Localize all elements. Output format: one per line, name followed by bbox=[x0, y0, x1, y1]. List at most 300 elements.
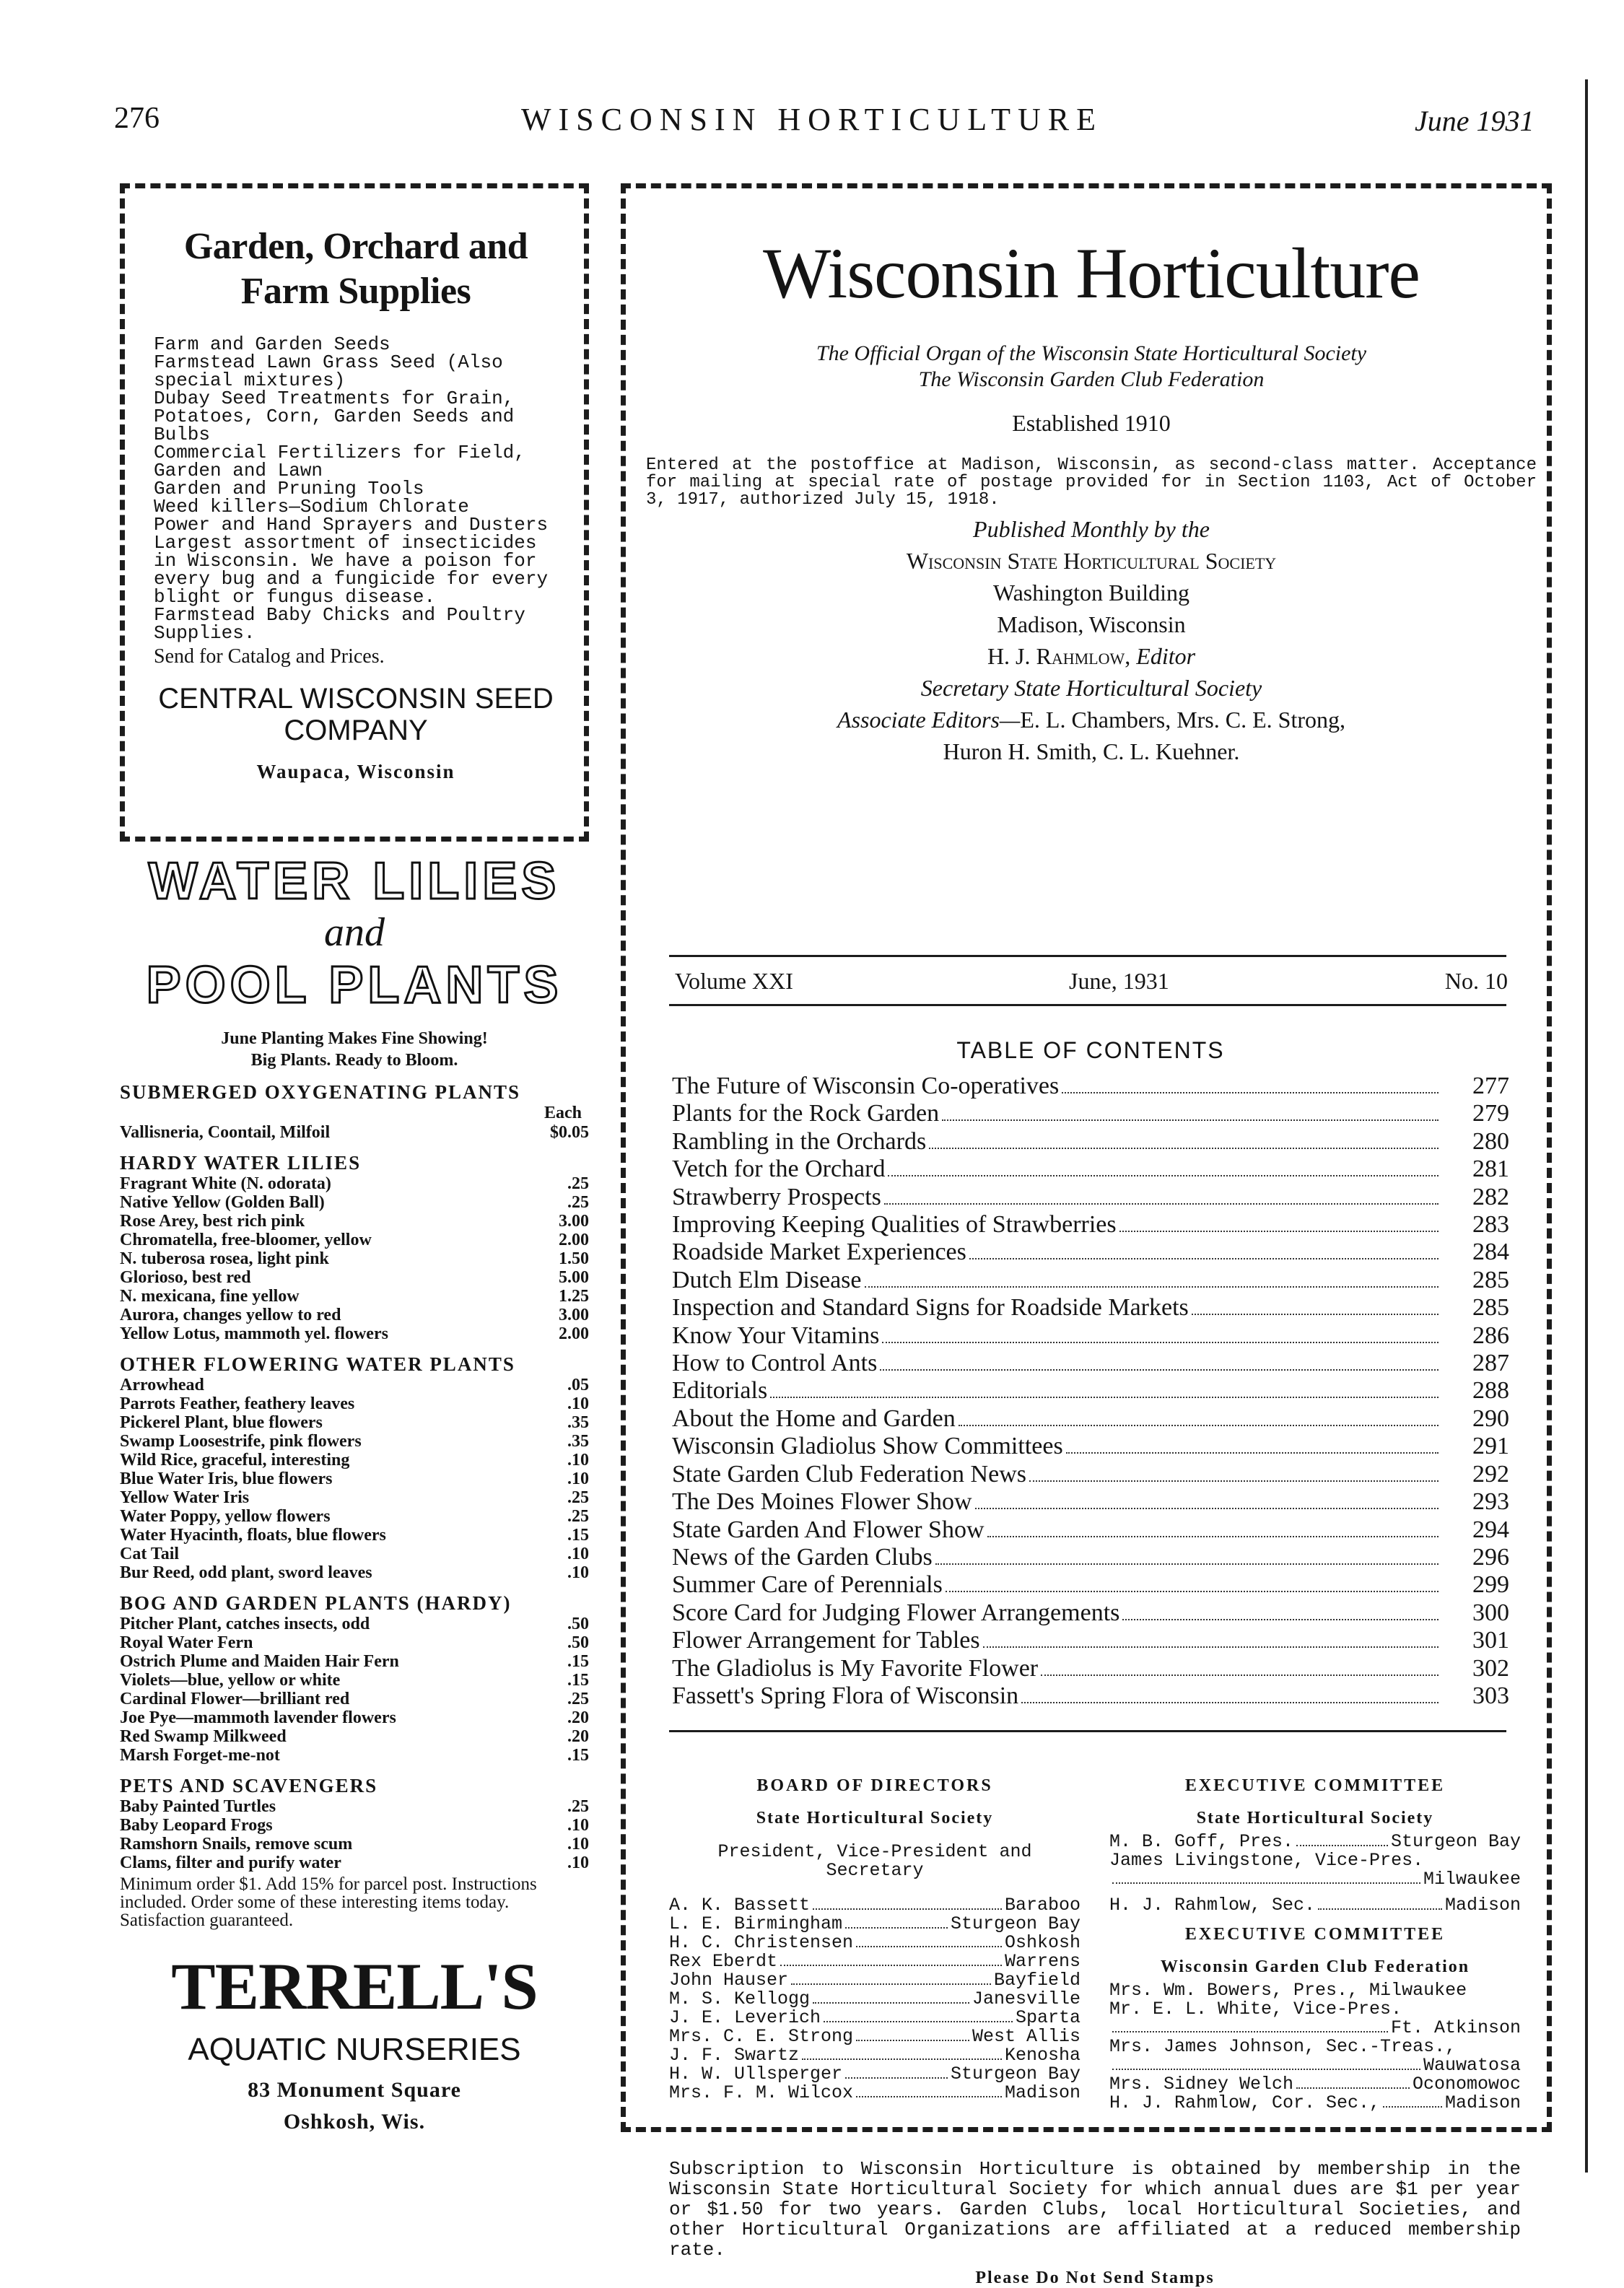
plant-price: .25 bbox=[567, 1797, 589, 1816]
plant-name: Cat Tail bbox=[120, 1545, 180, 1563]
price-row bbox=[120, 1376, 589, 1394]
price-row bbox=[120, 1690, 589, 1708]
toc-entry-page: 280 bbox=[1472, 1127, 1509, 1155]
leader-dots bbox=[856, 2027, 969, 2041]
officer-row bbox=[1109, 1896, 1521, 1915]
officer-row bbox=[1109, 1833, 1521, 1851]
officer-city: Madison bbox=[1444, 1895, 1521, 1916]
director-city: Warrens bbox=[1004, 1951, 1081, 1972]
plant-name: Ostrich Plume and Maiden Hair Fern bbox=[120, 1652, 399, 1671]
leader-dots bbox=[1062, 1092, 1439, 1093]
plant-price: .20 bbox=[567, 1727, 589, 1746]
plant-price: .10 bbox=[567, 1853, 589, 1872]
stamps-note: Please Do Not Send Stamps bbox=[975, 2269, 1215, 2287]
plant-price: 5.00 bbox=[559, 1268, 589, 1287]
officer-city: Madison bbox=[1444, 2092, 1521, 2113]
plant-price: .25 bbox=[567, 1488, 589, 1507]
editor-role: Editor bbox=[1136, 643, 1196, 669]
ad-title-lilies: WATER LILIES bbox=[148, 852, 561, 910]
toc-entry bbox=[672, 1488, 1509, 1516]
organ-line: The Wisconsin Garden Club Federation bbox=[918, 367, 1265, 391]
plant-price: 1.50 bbox=[559, 1249, 589, 1268]
director-row bbox=[669, 2046, 1081, 2065]
price-row bbox=[120, 1633, 589, 1652]
leader-dots bbox=[929, 1148, 1439, 1149]
director-name: H. C. Christensen bbox=[669, 1932, 854, 1953]
officer-city: Milwaukee bbox=[1423, 1869, 1521, 1890]
plant-price: .25 bbox=[567, 1174, 589, 1193]
officer-name: H. J. Rahmlow, Sec. bbox=[1109, 1895, 1316, 1916]
plant-name: Clams, filter and purify water bbox=[120, 1853, 341, 1872]
supply-item: Weed killers—Sodium Chlorate bbox=[154, 496, 469, 518]
plant-name: Baby Leopard Frogs bbox=[120, 1816, 273, 1835]
established: Established 1910 bbox=[1012, 410, 1171, 436]
toc-entry-title: Rambling in the Orchards bbox=[672, 1127, 927, 1155]
toc-entry-title: Wisconsin Gladiolus Show Committees bbox=[672, 1433, 1063, 1460]
director-row bbox=[669, 2084, 1081, 2103]
officer-row bbox=[1109, 2056, 1521, 2075]
officer-row bbox=[1109, 1870, 1521, 1889]
plant-name: Wild Rice, graceful, interesting bbox=[120, 1451, 350, 1470]
toc-entry-page: 288 bbox=[1472, 1377, 1509, 1405]
toc-entry-title: Improving Keeping Qualities of Strawberries bbox=[672, 1211, 1117, 1239]
leader-dots bbox=[845, 1915, 948, 1929]
toc-entry-page: 294 bbox=[1472, 1516, 1509, 1543]
price-row bbox=[120, 1835, 589, 1853]
price-row bbox=[120, 1708, 589, 1727]
toc-entry-page: 291 bbox=[1472, 1433, 1509, 1460]
plant-name: Glorioso, best red bbox=[120, 1268, 251, 1287]
plant-price: 2.00 bbox=[559, 1324, 589, 1343]
leader-dots bbox=[856, 2084, 1002, 2097]
toc-entry-page: 300 bbox=[1472, 1599, 1509, 1626]
nursery-name: TERRELL'S bbox=[171, 1949, 538, 2023]
leader-dots bbox=[880, 1369, 1439, 1371]
director-city: Bayfield bbox=[993, 1970, 1081, 1991]
plant-name: N. mexicana, fine yellow bbox=[120, 1287, 300, 1306]
exec-subtitle-2: Wisconsin Garden Club Federation bbox=[1160, 1957, 1470, 1976]
plant-name: Bur Reed, odd plant, sword leaves bbox=[120, 1563, 372, 1582]
price-row bbox=[120, 1652, 589, 1671]
rule bbox=[669, 955, 1506, 957]
director-row bbox=[669, 2065, 1081, 2084]
leader-dots bbox=[935, 1563, 1439, 1565]
officer-row bbox=[1109, 2075, 1521, 2094]
leader-dots bbox=[813, 1990, 969, 2004]
plant-price: .10 bbox=[567, 1451, 589, 1470]
plant-price: .15 bbox=[567, 1526, 589, 1545]
plant-price: .50 bbox=[567, 1615, 589, 1633]
toc-entry-page: 283 bbox=[1472, 1211, 1509, 1239]
toc-entry bbox=[672, 1627, 1509, 1654]
organ-line: The Official Organ of the Wisconsin State Horticultural Society bbox=[816, 341, 1367, 365]
leader-dots bbox=[975, 1508, 1439, 1509]
plant-price: .25 bbox=[567, 1690, 589, 1708]
price-row bbox=[120, 1212, 589, 1231]
director-row bbox=[669, 2027, 1081, 2046]
toc-entry bbox=[672, 1239, 1509, 1266]
price-row bbox=[120, 1816, 589, 1835]
leader-dots bbox=[1119, 1231, 1439, 1232]
section-title: BOG AND GARDEN PLANTS (HARDY) bbox=[120, 1592, 512, 1614]
toc-entry bbox=[672, 1377, 1509, 1405]
toc-entry bbox=[672, 1682, 1509, 1710]
leader-dots bbox=[1112, 2056, 1420, 2070]
published-by: Published Monthly by the bbox=[973, 516, 1210, 542]
plant-name: Ramshorn Snails, remove scum bbox=[120, 1835, 353, 1853]
plant-price: .10 bbox=[567, 1545, 589, 1563]
plant-price: .10 bbox=[567, 1563, 589, 1582]
associate-names: E. L. Chambers, Mrs. C. E. Strong, bbox=[1020, 707, 1345, 733]
running-title: WISCONSIN HORTICULTURE bbox=[520, 102, 1104, 137]
plant-name: Water Poppy, yellow flowers bbox=[120, 1507, 331, 1526]
plant-name: Blue Water Iris, blue flowers bbox=[120, 1470, 333, 1488]
director-name: A. K. Bassett bbox=[669, 1895, 811, 1916]
supply-list bbox=[154, 333, 559, 644]
director-city: Sturgeon Bay bbox=[950, 1913, 1081, 1934]
plant-price: .35 bbox=[567, 1413, 589, 1432]
toc-entry-page: 286 bbox=[1472, 1322, 1509, 1349]
plant-price: .15 bbox=[567, 1746, 589, 1765]
toc-entry-title: Plants for the Rock Garden bbox=[672, 1100, 940, 1127]
leader-dots bbox=[987, 1536, 1439, 1537]
plant-name: Vallisneria, Coontail, Milfoil bbox=[120, 1123, 331, 1142]
price-row bbox=[120, 1526, 589, 1545]
plant-name: Cardinal Flower—brilliant red bbox=[120, 1690, 350, 1708]
board-subtitle: State Horticultural Society bbox=[756, 1809, 994, 1828]
plant-name: Arrowhead bbox=[120, 1376, 204, 1394]
price-row bbox=[120, 1451, 589, 1470]
leader-dots bbox=[942, 1119, 1439, 1121]
price-row bbox=[120, 1545, 589, 1563]
plant-price: .10 bbox=[567, 1835, 589, 1853]
toc-entry-title: The Gladiolus is My Favorite Flower bbox=[672, 1654, 1039, 1682]
plant-name: Chromatella, free-bloomer, yellow bbox=[120, 1231, 372, 1249]
officer-row bbox=[1109, 2094, 1521, 2113]
leader-dots bbox=[1318, 1896, 1442, 1910]
officer-name: James Livingstone, Vice-Pres. bbox=[1109, 1850, 1424, 1871]
ad-title-and: and bbox=[324, 910, 385, 955]
associate-names: Huron H. Smith, C. L. Kuehner. bbox=[943, 738, 1240, 764]
minimum-order-note: Minimum order $1. Add 15% for parcel post. Instructions included. Order some of these interesting items today. Satisfaction guaranteed. bbox=[120, 1874, 537, 1930]
section-title: SUBMERGED OXYGENATING PLANTS bbox=[120, 1081, 521, 1103]
toc-entry bbox=[672, 1267, 1509, 1294]
water-lilies-ad bbox=[120, 852, 589, 2134]
director-city: Sparta bbox=[1015, 2007, 1081, 2028]
leader-dots bbox=[780, 1952, 1002, 1966]
leader-dots bbox=[856, 1934, 1002, 1947]
director-name: H. W. Ullsperger bbox=[669, 2064, 843, 2084]
director-row bbox=[669, 1934, 1081, 1952]
toc-entry-title: State Garden Club Federation News bbox=[672, 1460, 1026, 1488]
director-name: J. F. Swartz bbox=[669, 2045, 800, 2066]
toc-entry bbox=[672, 1350, 1509, 1377]
plant-price: .25 bbox=[567, 1507, 589, 1526]
price-row bbox=[120, 1488, 589, 1507]
leader-dots bbox=[813, 1896, 1002, 1910]
toc-entry bbox=[672, 1100, 1509, 1127]
toc-entry-title: The Des Moines Flower Show bbox=[672, 1488, 972, 1516]
toc-entry bbox=[672, 1599, 1509, 1627]
plant-name: Water Hyacinth, floats, blue flowers bbox=[120, 1526, 386, 1545]
plant-price: .50 bbox=[567, 1633, 589, 1652]
page-edge-line bbox=[1585, 79, 1588, 2173]
supply-item: Farmstead Baby Chicks and Poultry Supplies. bbox=[154, 604, 537, 644]
officer-row bbox=[1109, 2019, 1521, 2038]
running-head bbox=[0, 101, 1624, 144]
leader-dots bbox=[884, 1203, 1439, 1205]
plant-price: .15 bbox=[567, 1652, 589, 1671]
nursery-subname: AQUATIC NURSERIES bbox=[188, 2032, 521, 2067]
toc-entry bbox=[672, 1184, 1509, 1211]
toc-entry-title: Summer Care of Perennials bbox=[672, 1571, 943, 1599]
officer-city: Ft. Atkinson bbox=[1390, 2017, 1521, 2038]
toc-entry bbox=[672, 1322, 1509, 1350]
toc-entry-title: Editorials bbox=[672, 1377, 768, 1405]
plant-price: 3.00 bbox=[559, 1306, 589, 1324]
toc-entry-page: 302 bbox=[1472, 1654, 1509, 1682]
plant-price: .10 bbox=[567, 1394, 589, 1413]
director-city: West Allis bbox=[972, 2026, 1081, 2047]
plant-price: 3.00 bbox=[559, 1212, 589, 1231]
toc-entry-page: 287 bbox=[1472, 1350, 1509, 1377]
plant-price: 2.00 bbox=[559, 1231, 589, 1249]
toc-entry bbox=[672, 1294, 1509, 1322]
magazine-title: Wisconsin Horticulture bbox=[763, 233, 1420, 313]
director-row bbox=[669, 1915, 1081, 1934]
leader-dots bbox=[845, 2065, 948, 2079]
director-name: John Hauser bbox=[669, 1970, 789, 1991]
price-row bbox=[120, 1853, 589, 1872]
director-city: Baraboo bbox=[1004, 1895, 1081, 1916]
plant-name: Native Yellow (Golden Ball) bbox=[120, 1193, 325, 1212]
plant-name: Royal Water Fern bbox=[120, 1633, 253, 1652]
toc-entry bbox=[672, 1571, 1509, 1599]
leader-dots bbox=[1122, 1619, 1439, 1620]
officer-city: Wauwatosa bbox=[1423, 2055, 1521, 2076]
plant-name: Pickerel Plant, blue flowers bbox=[120, 1413, 323, 1432]
plant-name: Baby Painted Turtles bbox=[120, 1797, 276, 1816]
leader-dots bbox=[791, 1971, 991, 1985]
subscription-note: Subscription to Wisconsin Horticulture is obtained by membership in the Wisconsin State Horticultural Society for which annual dues are $1 per year or $1.50 for two years. Garden Clubs, local Horticultural Societies, and other Horticultural Organizations are affiliated at a reduced membership rate. bbox=[669, 2158, 1521, 2261]
officer-name: Mrs. Wm. Bowers, Pres., Milwaukee bbox=[1109, 1980, 1467, 2001]
toc-entry bbox=[672, 1156, 1509, 1183]
leader-dots bbox=[959, 1425, 1439, 1426]
masthead bbox=[626, 188, 1557, 767]
price-row bbox=[120, 1432, 589, 1451]
toc-entry bbox=[672, 1128, 1509, 1156]
plant-name: Violets—blue, yellow or white bbox=[120, 1671, 341, 1690]
leader-dots bbox=[1192, 1314, 1439, 1315]
volume: Volume XXI bbox=[675, 968, 793, 994]
officer-name: Mrs. Sidney Welch bbox=[1109, 2074, 1294, 2095]
nursery-address: 83 Monument Square bbox=[248, 2078, 461, 2102]
toc-entry-page: 279 bbox=[1472, 1100, 1509, 1127]
running-date: June 1931 bbox=[1415, 105, 1534, 137]
toc-entry-title: Vetch for the Orchard bbox=[672, 1156, 886, 1183]
plant-price: .20 bbox=[567, 1708, 589, 1727]
toc-entry bbox=[672, 1405, 1509, 1433]
price-row bbox=[120, 1231, 589, 1249]
nursery-city: Oshkosh, Wis. bbox=[283, 2110, 426, 2134]
city: Madison, Wisconsin bbox=[997, 611, 1186, 637]
leader-dots bbox=[946, 1591, 1439, 1592]
issue-number: No. 10 bbox=[1444, 968, 1508, 994]
leader-dots bbox=[802, 2046, 1002, 2060]
toc-entry-page: 282 bbox=[1472, 1183, 1509, 1210]
executive-committee bbox=[1109, 1776, 1521, 2113]
send-line: Send for Catalog and Prices. bbox=[154, 645, 385, 668]
plant-name: Joe Pye—mammoth lavender flowers bbox=[120, 1708, 396, 1727]
price-row bbox=[120, 1249, 589, 1268]
leader-dots bbox=[1296, 2075, 1410, 2089]
section-title: OTHER FLOWERING WATER PLANTS bbox=[120, 1353, 515, 1375]
leader-dots bbox=[1021, 1702, 1439, 1703]
associate-label: Associate Editors— bbox=[837, 707, 1021, 733]
leader-dots bbox=[1029, 1480, 1439, 1482]
plant-price: .10 bbox=[567, 1470, 589, 1488]
exec-title-2: EXECUTIVE COMMITTEE bbox=[1184, 1925, 1446, 1944]
officer-name: M. B. Goff, Pres. bbox=[1109, 1831, 1294, 1852]
price-row bbox=[120, 1193, 589, 1212]
price-row bbox=[120, 1563, 589, 1582]
price-row bbox=[120, 1615, 589, 1633]
editor-name: H. J. Rahmlow, bbox=[987, 643, 1131, 669]
issue-bar bbox=[675, 968, 1508, 995]
editor-line bbox=[626, 640, 1557, 672]
associate-editors bbox=[626, 704, 1557, 735]
toc-entry-title: Know Your Vitamins bbox=[672, 1322, 880, 1349]
price-row bbox=[120, 1324, 589, 1343]
director-row bbox=[669, 2009, 1081, 2027]
price-row bbox=[120, 1306, 589, 1324]
price-row bbox=[120, 1470, 589, 1488]
toc-entry-title: Strawberry Prospects bbox=[672, 1183, 881, 1210]
board-of-directors bbox=[669, 1776, 1081, 2103]
officer-name: H. J. Rahmlow, Cor. Sec., bbox=[1109, 2092, 1381, 2113]
director-row bbox=[669, 1952, 1081, 1971]
supply-item: Dubay Seed Treatments for Grain, Potatoes, Corn, Garden Seeds and Bulbs bbox=[154, 388, 525, 445]
leader-dots bbox=[1296, 1833, 1388, 1846]
toc-entry-title: About the Home and Garden bbox=[672, 1405, 956, 1432]
company-city: Waupaca, Wisconsin bbox=[256, 761, 455, 782]
toc-entry-page: 277 bbox=[1472, 1073, 1509, 1099]
price-row bbox=[120, 1797, 589, 1816]
plant-price: .35 bbox=[567, 1432, 589, 1451]
toc-entry-title: News of the Garden Clubs bbox=[672, 1543, 933, 1571]
officer-name: Mrs. James Johnson, Sec.-Treas., bbox=[1109, 2036, 1457, 2057]
plant-price: $0.05 bbox=[550, 1123, 589, 1142]
price-row bbox=[120, 1287, 589, 1306]
tagline: June Planting Makes Fine Showing! bbox=[221, 1029, 488, 1048]
toc-entry bbox=[672, 1516, 1509, 1544]
toc-entry-page: 285 bbox=[1472, 1294, 1509, 1322]
director-name: Rex Eberdt bbox=[669, 1951, 778, 1972]
toc-entry-page: 284 bbox=[1472, 1239, 1509, 1266]
plant-price: .05 bbox=[567, 1376, 589, 1394]
plant-name: Yellow Water Iris bbox=[120, 1488, 250, 1507]
plant-price: 1.25 bbox=[559, 1287, 589, 1306]
toc-entry-title: Dutch Elm Disease bbox=[672, 1266, 862, 1293]
director-row bbox=[669, 1896, 1081, 1915]
toc-entry-title: How to Control Ants bbox=[672, 1350, 878, 1377]
toc-entry bbox=[672, 1461, 1509, 1488]
plant-name: Marsh Forget-me-not bbox=[120, 1746, 280, 1765]
table-of-contents bbox=[672, 1037, 1509, 1710]
toc-entry-title: Inspection and Standard Signs for Roadside Markets bbox=[672, 1294, 1189, 1322]
company-name: CENTRAL WISCONSIN SEED COMPANY bbox=[158, 683, 554, 746]
plant-name: Fragrant White (N. odorata) bbox=[120, 1174, 331, 1193]
toc-entry bbox=[672, 1655, 1509, 1682]
director-city: Sturgeon Bay bbox=[950, 2064, 1081, 2084]
toc-entry-page: 292 bbox=[1472, 1460, 1509, 1488]
toc-title: TABLE OF CONTENTS bbox=[956, 1037, 1225, 1063]
leader-dots bbox=[1383, 2094, 1442, 2108]
toc-entry-title: Flower Arrangement for Tables bbox=[672, 1627, 980, 1654]
plant-name: N. tuberosa rosea, light pink bbox=[120, 1249, 329, 1268]
price-row bbox=[120, 1413, 589, 1432]
director-row bbox=[669, 1971, 1081, 1990]
director-city: Oshkosh bbox=[1004, 1932, 1081, 1953]
plant-name: Pitcher Plant, catches insects, odd bbox=[120, 1615, 370, 1633]
leader-dots bbox=[865, 1286, 1439, 1288]
director-city: Janesville bbox=[972, 1988, 1081, 2009]
toc-entry-page: 299 bbox=[1472, 1571, 1509, 1599]
leader-dots bbox=[1112, 1870, 1420, 1884]
leader-dots bbox=[983, 1646, 1439, 1648]
ad-heading: Garden, Orchard and Farm Supplies bbox=[183, 226, 528, 312]
leader-dots bbox=[1066, 1452, 1439, 1454]
supply-item: Largest assortment of insecticides in Wisconsin. We have a poison for every bug and a fungicide for every blight or fungus disease. bbox=[154, 532, 559, 608]
leader-dots bbox=[969, 1258, 1439, 1259]
board-title: BOARD OF DIRECTORS bbox=[756, 1776, 993, 1795]
toc-entry-page: 293 bbox=[1472, 1488, 1509, 1516]
toc-entry-title: Roadside Market Experiences bbox=[672, 1239, 966, 1266]
plant-price: .10 bbox=[567, 1816, 589, 1835]
building: Washington Building bbox=[992, 580, 1190, 606]
plant-name: Red Swamp Milkweed bbox=[120, 1727, 287, 1746]
plant-price: .15 bbox=[567, 1671, 589, 1690]
rule bbox=[669, 1730, 1506, 1732]
seed-company-ad bbox=[120, 183, 589, 842]
masthead-frame bbox=[621, 183, 1552, 2287]
plant-name: Aurora, changes yellow to red bbox=[120, 1306, 341, 1324]
officer-city: Oconomowoc bbox=[1412, 2074, 1521, 2095]
leader-dots bbox=[824, 2009, 1013, 2022]
toc-entry-page: 301 bbox=[1472, 1627, 1509, 1654]
toc-entry-page: 285 bbox=[1472, 1266, 1509, 1293]
toc-entry-title: The Future of Wisconsin Co-operatives bbox=[672, 1073, 1060, 1099]
director-name: J. E. Leverich bbox=[669, 2007, 821, 2028]
issue-date: June, 1931 bbox=[1069, 968, 1169, 994]
toc-entry bbox=[672, 1073, 1509, 1100]
toc-entry-page: 303 bbox=[1472, 1682, 1509, 1709]
page-number: 276 bbox=[114, 102, 160, 135]
director-name: Mrs. C. E. Strong bbox=[669, 2026, 854, 2047]
director-name: M. S. Kellogg bbox=[669, 1988, 811, 2009]
society-name: Wisconsin State Horticultural Society bbox=[906, 548, 1277, 574]
director-row bbox=[669, 1990, 1081, 2009]
toc-entry bbox=[672, 1211, 1509, 1239]
officer-city: Sturgeon Bay bbox=[1390, 1831, 1521, 1852]
price-row bbox=[120, 1727, 589, 1746]
supply-item: Power and Hand Sprayers and Dusters bbox=[154, 514, 549, 536]
price-row bbox=[120, 1507, 589, 1526]
plant-price: .25 bbox=[567, 1193, 589, 1212]
leader-dots bbox=[1041, 1674, 1439, 1676]
leader-dots bbox=[882, 1342, 1439, 1343]
director-name: L. E. Birmingham bbox=[669, 1913, 843, 1934]
